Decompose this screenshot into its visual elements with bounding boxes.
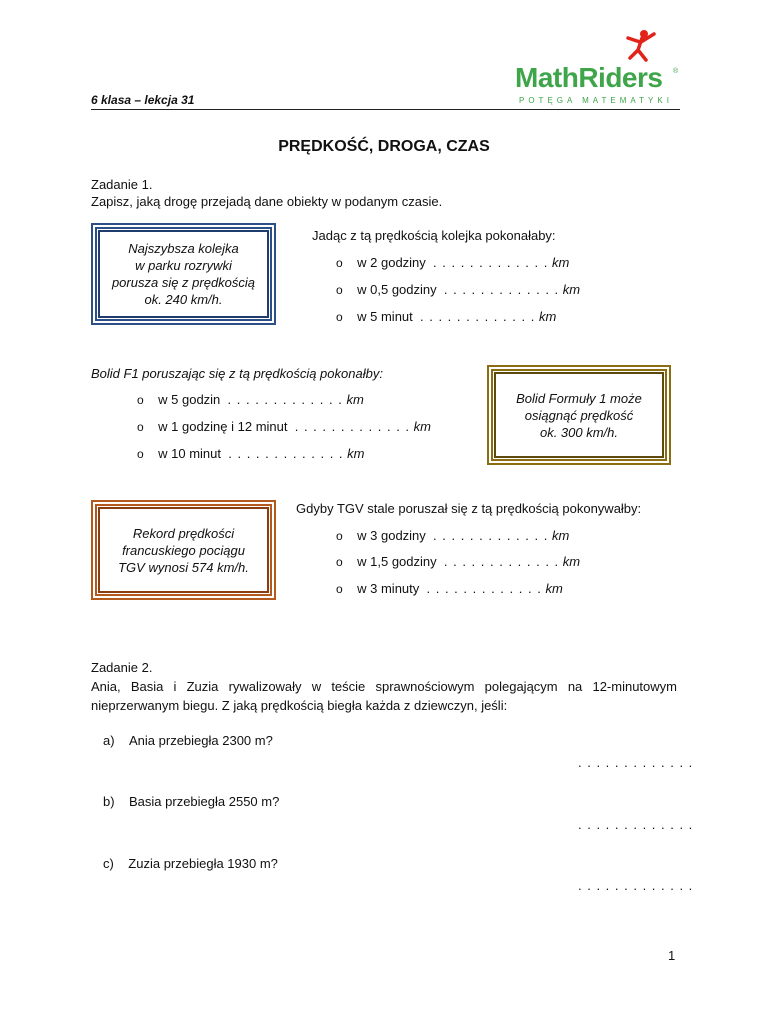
list-item: c) Zuzia przebiegła 1930 m? <box>103 856 278 871</box>
list-item: a) Ania przebiegła 2300 m? <box>103 733 273 748</box>
logo-wordmark: MathRiders <box>515 62 663 93</box>
list-item: o w 3 godziny . . . . . . . . . . . . . km <box>336 528 570 543</box>
task1-heading: Zadanie 1. <box>91 177 153 192</box>
list-item: o w 1,5 godziny . . . . . . . . . . . . . km <box>336 554 581 569</box>
list-item: o w 10 minut . . . . . . . . . . . . . km <box>137 446 365 461</box>
list-item: o w 3 minuty . . . . . . . . . . . . . km <box>336 581 563 596</box>
task1-intro1: Jadąc z tą prędkością kolejka pokonałaby: <box>312 228 556 243</box>
list-item: o w 1 godzinę i 12 minut . . . . . . . . . . . . . km <box>137 419 431 434</box>
list-item: o w 0,5 godziny . . . . . . . . . . . . . km <box>336 282 581 297</box>
page-title: PRĘDKOŚĆ, DROGA, CZAS <box>278 138 490 155</box>
list-item: o w 5 minut . . . . . . . . . . . . . km <box>336 309 557 324</box>
list-item: o w 2 godziny . . . . . . . . . . . . . km <box>336 255 570 270</box>
task1-intro2: Bolid F1 poruszając się z tą prędkością pokonałby: <box>91 366 383 381</box>
lesson-label: 6 klasa – lekcja 31 <box>91 93 195 107</box>
list-item: o w 5 godzin . . . . . . . . . . . . . km <box>137 392 364 407</box>
task2-text: Ania, Basia i Zuzia rywalizowały w teście sprawnościowym polegającym na 12-minutowym nieprzerwanym biegu. Z jaką prędkością biegła każda z dziewczyn, jeśli: <box>91 679 677 713</box>
answer-blank[interactable]: . . . . . . . . . . . . . <box>578 755 694 770</box>
page-number: 1 <box>668 948 676 963</box>
list-item: b) Basia przebiegła 2550 m? <box>103 794 280 809</box>
answer-blank[interactable]: . . . . . . . . . . . . . <box>426 581 542 596</box>
task1-intro3: Gdyby TGV stale poruszał się z tą prędkością pokonywałby: <box>296 501 642 516</box>
answer-blank[interactable]: . . . . . . . . . . . . . <box>578 817 694 832</box>
answer-blank[interactable]: . . . . . . . . . . . . . <box>578 878 694 893</box>
answer-blank[interactable]: . . . . . . . . . . . . . <box>294 419 411 434</box>
answer-blank[interactable]: . . . . . . . . . . . . . <box>228 446 344 461</box>
tgv-info-box: Rekord prędkości francuskiego pociągu TGV wynosi 574 km/h. <box>91 500 276 600</box>
logo-tagline: POTĘGA MATEMATYKI <box>519 96 673 105</box>
answer-blank[interactable]: . . . . . . . . . . . . . <box>420 309 536 324</box>
registered-mark: ® <box>673 68 679 75</box>
f1-info-box: Bolid Formuły 1 może osiągnąć prędkość ok. 300 km/h. <box>487 365 671 465</box>
task1-instruction: Zapisz, jaką drogę przejadą dane obiekty w podanym czasie. <box>91 194 443 209</box>
answer-blank[interactable]: . . . . . . . . . . . . . <box>433 528 549 543</box>
answer-blank[interactable]: . . . . . . . . . . . . . <box>443 554 560 569</box>
answer-blank[interactable]: . . . . . . . . . . . . . <box>227 392 343 407</box>
task2-heading: Zadanie 2. <box>91 660 153 675</box>
answer-blank[interactable]: . . . . . . . . . . . . . <box>443 282 560 297</box>
mathriders-logo <box>515 28 685 106</box>
header-divider <box>91 109 680 110</box>
answer-blank[interactable]: . . . . . . . . . . . . . <box>433 255 549 270</box>
rollercoaster-info-box: Najszybsza kolejka w parku rozrywki porusza się z prędkością ok. 240 km/h. <box>91 223 276 325</box>
